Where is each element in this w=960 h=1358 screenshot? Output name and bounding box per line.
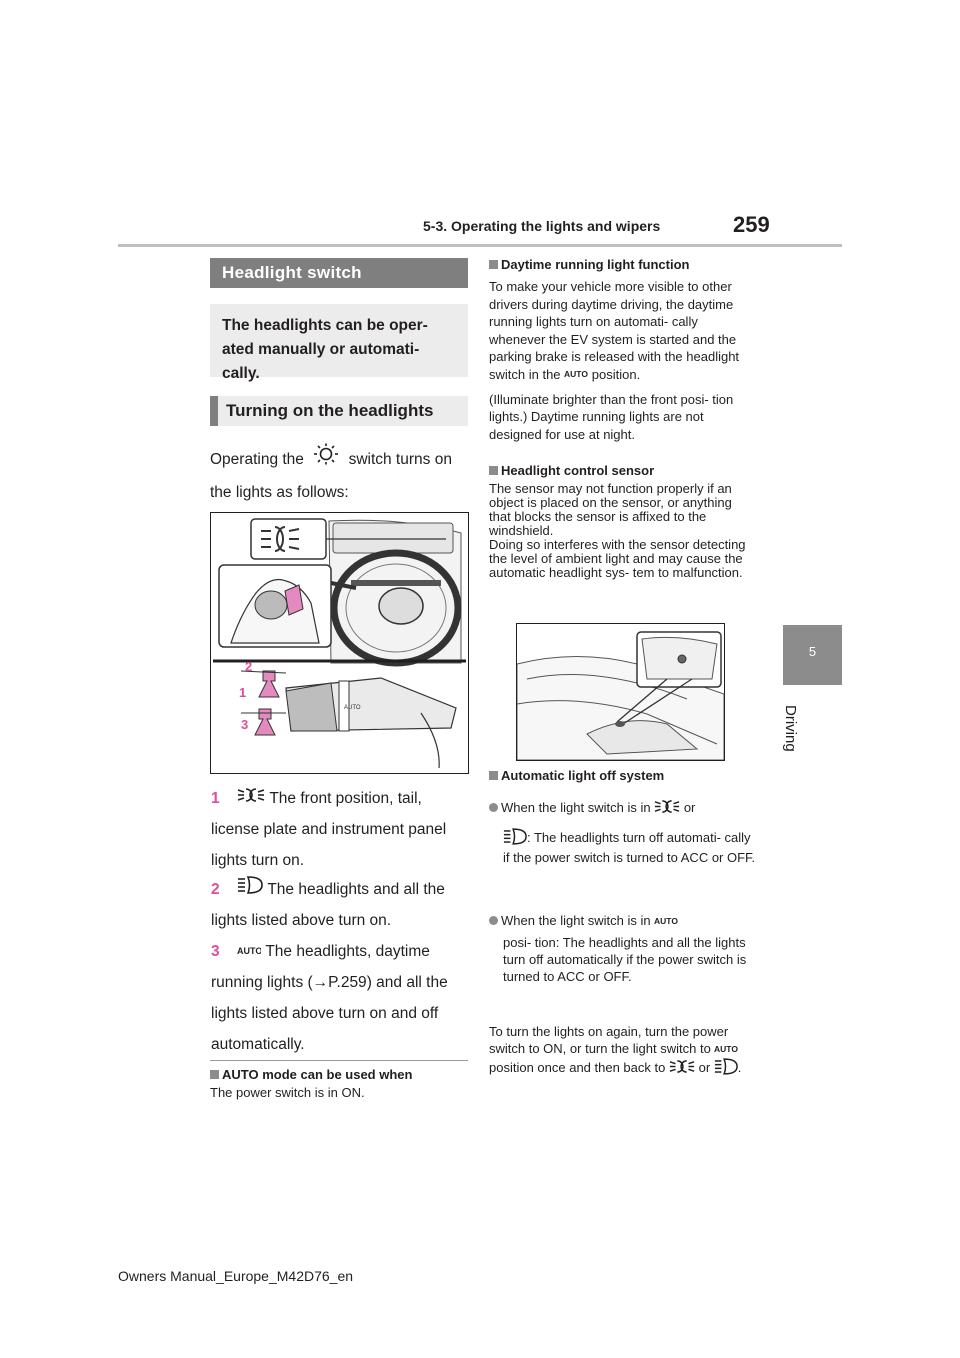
sensor-text-b: Doing so interferes with the sensor detecting the level of ambient light and may cause the automatic headlight sys- tem to malfunction. xyxy=(489,537,746,580)
page-number: 259 xyxy=(733,212,770,237)
operating-prefix: Operating the xyxy=(210,451,304,469)
list-item-3 xyxy=(211,936,469,1060)
square-bullet-icon xyxy=(489,771,498,780)
drl-text xyxy=(489,278,757,443)
operating-suffix: switch turns on the lights as follows: xyxy=(210,451,452,501)
front-position-light-icon xyxy=(669,1059,695,1078)
square-bullet-icon xyxy=(489,466,498,475)
bullet2-a: When the light switch is in xyxy=(501,913,651,928)
operating-text xyxy=(210,443,470,509)
svg-text:AUTO: AUTO xyxy=(714,1044,739,1055)
fig-label-1: 1 xyxy=(239,685,247,700)
auto-icon xyxy=(237,936,261,967)
arrow-glyph: → xyxy=(312,974,329,992)
drl-heading-text: Daytime running light function xyxy=(501,257,690,272)
again-b: position once and then back to xyxy=(489,1060,666,1075)
light-switch-icon xyxy=(308,443,344,477)
item-text-b: ) and all the lights listed above turn on and off automatically. xyxy=(211,974,448,1054)
again-a: To turn the lights on again, turn the power switch to ON, or turn the light switch to xyxy=(489,1024,729,1056)
list-item-2 xyxy=(211,874,469,936)
sensor-heading xyxy=(489,462,757,479)
bullet-2 xyxy=(489,912,757,985)
drl-text-b: position. xyxy=(591,366,641,382)
item-text: The headlights and all the lights listed above turn on. xyxy=(211,881,445,930)
auto-mode-heading-text: AUTO mode can be used when xyxy=(222,1067,413,1082)
item-number: 3 xyxy=(211,943,220,960)
auto-mode-heading xyxy=(210,1066,468,1083)
item-text-a: The headlights, daytime running lights ( xyxy=(211,943,430,992)
sensor-figure xyxy=(516,623,725,761)
bullet1-c: : The headlights turn off automati- cally if the power switch is turned to ACC or OFF. xyxy=(503,830,756,866)
heading-headlight-switch: Headlight switch xyxy=(210,258,468,288)
item-number: 2 xyxy=(211,881,220,898)
drl-heading xyxy=(489,256,757,273)
circle-bullet-icon xyxy=(489,803,498,812)
header-divider xyxy=(118,244,842,247)
list-item-1 xyxy=(211,783,469,876)
fig-label-3: 3 xyxy=(241,717,249,732)
intro-box: The headlights can be oper- ated manually or automati- cally. xyxy=(210,304,468,377)
bullet1-a: When the light switch is in xyxy=(501,800,651,815)
item-number: 1 xyxy=(211,790,220,807)
section-divider xyxy=(210,1060,468,1061)
page-ref-link[interactable]: P.259 xyxy=(328,974,367,992)
again-d: . xyxy=(737,1060,742,1075)
svg-text:AUTO: AUTO xyxy=(237,946,262,957)
footer-manual-id: Owners Manual_Europe_M42D76_en xyxy=(118,1268,354,1284)
auto-icon xyxy=(714,1041,738,1058)
again-text xyxy=(489,1023,757,1079)
svg-text:AUTO: AUTO xyxy=(564,369,589,380)
auto-off-heading-text: Automatic light off system xyxy=(501,768,665,783)
heading-turning-on: Turning on the headlights xyxy=(210,396,468,426)
bullet-1 xyxy=(489,799,757,866)
svg-text:AUTO: AUTO xyxy=(654,916,679,927)
headlight-icon xyxy=(714,1058,738,1079)
auto-mode-text: The power switch is in ON. xyxy=(210,1085,365,1100)
fig-auto-text: AUTO xyxy=(344,705,361,711)
fig-label-2: 2 xyxy=(245,659,253,674)
square-bullet-icon xyxy=(489,260,498,269)
bullet1-b: or xyxy=(683,800,696,815)
auto-icon xyxy=(654,913,678,930)
auto-icon xyxy=(564,366,588,384)
drl-text-a: To make your vehicle more visible to other drivers during daytime driving, the daytime running lights turn on automati- cally whenever the EV system is started and the parking brake is released with the headlight switch in the xyxy=(489,279,740,382)
sensor-text xyxy=(489,482,757,580)
drl-text-c: (Illuminate brighter than the front posi- tion lights.) Daytime running lights are not designed for use at night. xyxy=(489,391,734,442)
chapter-tab[interactable]: 5 xyxy=(783,625,842,685)
sensor-text-a: The sensor may not function properly if an object is placed on the sensor, or anything that blocks the sensor is affixed to the windshield. xyxy=(489,481,732,538)
again-c: or xyxy=(698,1060,711,1075)
circle-bullet-icon xyxy=(489,916,498,925)
headlight-switch-figure xyxy=(210,512,469,774)
bullet2-b: posi- tion: The headlights and all the lights turn off automatically if the power switch is turned to ACC or OFF. xyxy=(503,935,747,985)
square-bullet-icon xyxy=(210,1070,219,1079)
headlight-icon xyxy=(503,828,527,849)
headlight-icon xyxy=(237,874,263,905)
front-position-light-icon xyxy=(237,783,265,814)
item-text: The front position, tail, license plate and instrument panel lights turn on. xyxy=(211,790,447,870)
chapter-label: Driving xyxy=(782,705,799,752)
front-position-light-icon xyxy=(654,799,680,818)
auto-off-heading xyxy=(489,767,757,784)
sensor-heading-text: Headlight control sensor xyxy=(501,463,655,478)
section-title: 5-3. Operating the lights and wipers xyxy=(423,218,661,234)
